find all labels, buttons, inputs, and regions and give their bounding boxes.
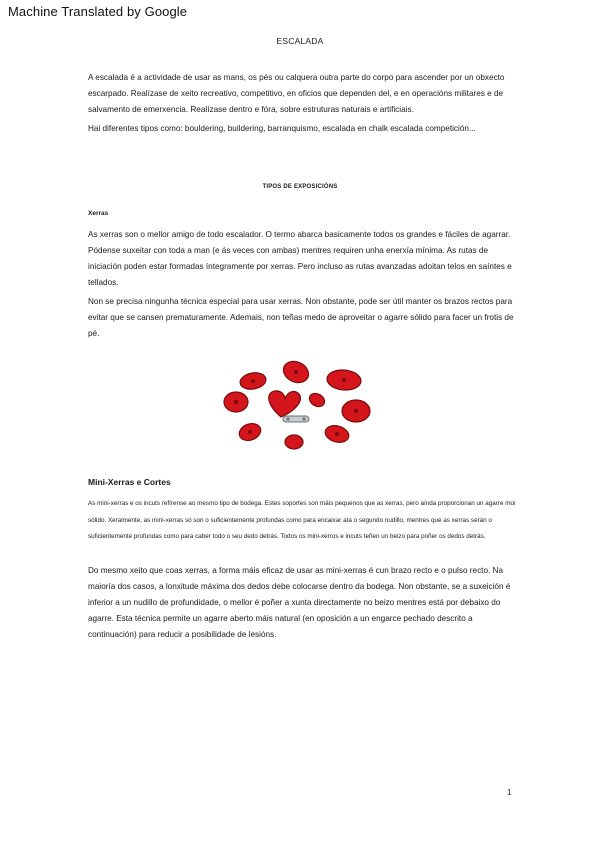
hold-9	[285, 435, 303, 449]
hold-5	[307, 391, 327, 409]
subheading-xerras: Xerras	[88, 210, 109, 217]
xerras-paragraph-2: Non se precisa ningunha técnica especial para usar xerras. Non obstante, pode ser útil manter os brazos rectos para evitar que se cansen prematuramente. Ademais, non teñas medo de aproveitar o agarre sólido para facer un frotis de pé.	[88, 297, 514, 338]
mini-xerras-paragraph-2: Do mesmo xeito que coas xerras, a forma máis eficaz de usar as mini-xerras é cun brazo recto e o pulso recto. Na maioría dos casos, a lonxitude máxima dos dedos debe colocarse dentro da bodega. Non obstante, se a suxeición é inferior a un nudillo de profundidade, o mellor é poñer a xunta directamente no beizo mentres está por debaixo do agarre. Esta técnica permite un agarre aberto máis natural (en oposición a un engarce pechado descrito a continuación) para reducir a posibilidade de lesións.	[88, 566, 511, 639]
page-number: 1	[507, 788, 512, 797]
intro-paragraph-2: Hai diferentes tipos como: bouldering, buildering, barranquismo, escalada en chalk escalada competición...	[88, 124, 476, 133]
subheading-mini-xerras: Mini-Xerras e Cortes	[88, 477, 171, 487]
intro-paragraph-1: A escalada é a actividade de usar as mans, os pés ou calquera outra parte do corpo para ascender por un obxecto escarpado. Realízase de xeito recreativo, competitivo, en oficios que dependen del, e en operacións militares e de salvamento de emerxencia. Realízase dentro e fóra, sobre estruturas naturais e artificiais.	[88, 73, 505, 114]
mini-xerras-paragraph-1: As mini-xerras e os incuts refírense ao mesmo tipo de bodega. Estes soportes son máis pequenos que as xerras, pero aínda proporcionan un agarre moi sólido. Xeralmente, as mini-xerras só son o suficientemente profundas como para encaixar ata o segundo nudillo, mentres que as xerras serán o suficientemente profundas como para caber todo o seu dedo detrás. Todos os mini-xerros e incuts teñen un beizo para poñer os dedos detrás.	[88, 500, 516, 540]
climbing-holds-photo	[203, 345, 399, 465]
climbing-holds-illustration	[203, 345, 399, 465]
section-title: TIPOS DE EXPOSICIÓNS	[262, 184, 338, 190]
hold-heart	[269, 391, 301, 417]
translation-banner: Machine Translated by Google	[8, 4, 188, 19]
document-title: ESCALADA	[276, 36, 324, 46]
xerras-paragraph-1: As xerras son o mellor amigo de todo escalador. O termo abarca basicamente todos os grandes e fáciles de agarrar. Pódense suxeitar con toda a man (e ás veces con ambas) mentres requiren unha enerxía mínima. As rutas de iniciación poden estar formadas íntegramente por xerras. Pero incluso as rutas avanzadas adoitan telos en saíntes e tellados.	[88, 230, 512, 287]
